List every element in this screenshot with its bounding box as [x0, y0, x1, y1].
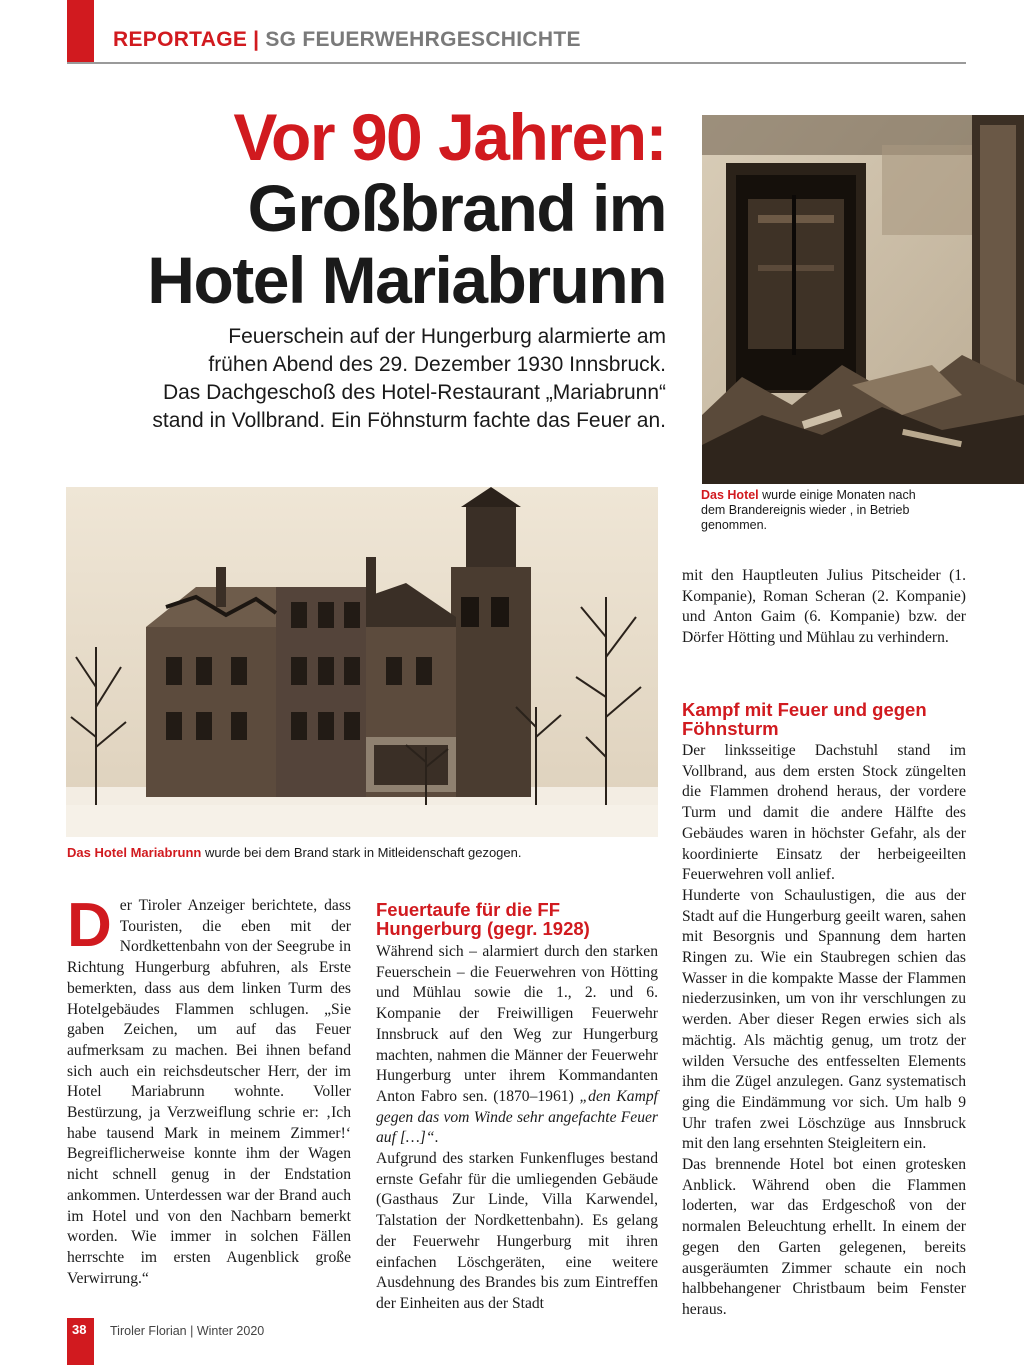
publication-info: Tiroler Florian | Winter 2020 — [110, 1324, 265, 1338]
photo-main-caption-text: wurde bei dem Brand stark in Mitleidenschaft gezogen. — [201, 845, 522, 860]
page-number: 38 — [72, 1322, 87, 1337]
subheading-feuertaufe: Feuertaufe für die FF Hungerburg (gegr. 1928) — [376, 899, 590, 939]
article-column-2 — [376, 942, 658, 1315]
drop-cap: D — [67, 891, 112, 960]
headline-line-1: Vor 90 Jahren: — [233, 100, 666, 174]
photo-top-caption-text: wurde einige Monaten nach dem Brandereignis wieder , in Betrieb genommen. — [701, 488, 916, 532]
headline-line-3: Hotel Mariabrunn — [147, 242, 666, 317]
text-feuertaufe-b: . — [434, 1129, 439, 1147]
photo-burnt-interior — [702, 115, 1024, 484]
article-column-3 — [682, 741, 966, 1321]
photo-top-caption — [701, 488, 941, 533]
article-column-1 — [67, 891, 351, 1289]
lead-line-2: frühen Abend des 29. Dezember 1930 Innsbruck. — [208, 353, 666, 376]
headline-line-2: Großbrand im — [247, 171, 666, 246]
article-paragraph-funkenflug: Aufgrund des starken Funkenfluges bestand ernste Gefahr für die umliegenden Gebäude (Gasthaus Zur Linde, Villa Karwendel, Talstation der Nordkettenbahn). Es gelang der Feuerwehr Hungerburg mit ihren einfachen Löschgeräten, eine weitere Ausdehnung des Brandes bis zum Eintreffen der Einheiten aus der Stadt — [376, 1150, 658, 1312]
article-paragraph-anblick: Das brennende Hotel bot einen grotesken Anblick. Während oben die Flammen loderten, war das Erdgeschoß von der normalen Beleuchtung erhellt. In einem der gegen den Garten gelegenen, bereits ausgeräumten Zimmer schaute ein noch halbbehangener Christbaum beim Fenster heraus. — [682, 1156, 966, 1318]
article-paragraph-hauptleute: mit den Hauptleuten Julius Pitscheider (1. Kompanie), Roman Scheran (2. Kompanie) und Anton Gaim (6. Kompanie) bzw. der Dörfer Hötting und Mühlau zu verhindern. — [682, 567, 966, 647]
headline — [147, 102, 666, 316]
article-paragraph-dachstuhl: Der linksseitige Dachstuhl stand im Vollbrand, aus dem ersten Stock züngelten die Flammen drohend heraus, der vordere Turm und damit die andere Hälfte des Gebäudes waren in höchster Gefahr, als der koordinierte Einsatz der herbeigeeilten Feuerwehren voll anlief. — [682, 742, 966, 884]
article-column-3-top — [682, 566, 966, 649]
photo-top-caption-lead: Das Hotel — [701, 488, 759, 502]
lead-paragraph — [106, 323, 666, 435]
lead-line-1: Feuerschein auf der Hungerburg alarmierte am — [228, 325, 666, 348]
lead-line-3: Das Dachgeschoß des Hotel-Restaurant „Mariabrunn“ — [162, 381, 666, 404]
quote-feuertaufe: „den Kampf gegen das vom Winde sehr angefachte Feuer auf […]“ — [376, 1087, 658, 1147]
section-header — [113, 28, 581, 52]
header-rule — [67, 62, 966, 64]
lead-line-4: stand in Vollbrand. Ein Föhnsturm fachte das Feuer an. — [152, 409, 666, 432]
text-feuertaufe-a: Während sich – alarmiert durch den starken Feuerschein – die Feuerwehren von Hötting und Mühlau sowie die 1., 2. und 6. Kompanie der Freiwilligen Feuerwehr Innsbruck auf den Weg zur Hungerburg machten, nahmen die Männer der Feuerwehr Hungerburg unter ihrem Kommandanten Anton Fabro sen. (1870–1961) — [376, 943, 658, 1105]
photo-main-caption-lead: Das Hotel Mariabrunn — [67, 845, 202, 860]
photo-main-caption — [67, 845, 667, 860]
subheading-kampf: Kampf mit Feuer und gegen Föhnsturm — [682, 699, 927, 739]
photo-hotel-mariabrunn — [66, 487, 658, 837]
header-red-tab — [67, 0, 94, 62]
article-paragraph-feuertaufe — [376, 942, 658, 1149]
section-separator: | — [253, 28, 260, 51]
section-label: REPORTAGE — [113, 28, 248, 51]
article-paragraph-schaulustige: Hunderte von Schaulustigen, die aus der Stadt auf die Hungerburg geeilt waren, sahen mit Besorgnis und Spannung dem harten Ringen zu. Wie ein Staubregen schien das Wasser in die kompakte Masse der Flammen niederzusinken, um von ihr verschlungen zu werden. Aber dieser Regen erwies sich als mächtig. Als mächtig genug, um trotz der wilden Versuche des entfesselten Elements ihm die Zügel anzulegen. Ganz systematisch ging die Eindämmung vor sich. Um halb 9 Uhr trafen zwei Löschzüge aus Innsbruck mit den lang ersehnten Steigleitern ein. — [682, 886, 966, 1153]
subsection-label: SG FEUERWEHRGESCHICHTE — [265, 28, 581, 51]
article-paragraph-intro: er Tiroler Anzeiger berichtete, dass Touristen, die eben mit der Nordkettenbahn von der Seegrube in Richtung Hungerburg abfuhren, als Erste bemerkten, dass aus dem linken Turm des Hotelgebäudes Flammen schlugen. „Sie gaben Zeichen, um auf das Feuer aufmerksam zu machen. Bei ihnen befand sich auch ein reichsdeutscher Herr, der im Hotel Mariabrunn wohnte. Voller Bestürzung, ja Verzweiflung schrie er: ‚Ich habe tausend Mark in meinem Zimmer!‘ Begreiflicherweise konnte ihm der Wagen nicht schnell genug in der Endstation ankommen. Unterdessen war der Brand auch im Hotel und von den Nachbarn bemerkt worden. Wie immer in solchen Fällen herrschte im ersten Augenblick große Verwirrung.“ — [67, 897, 351, 1287]
